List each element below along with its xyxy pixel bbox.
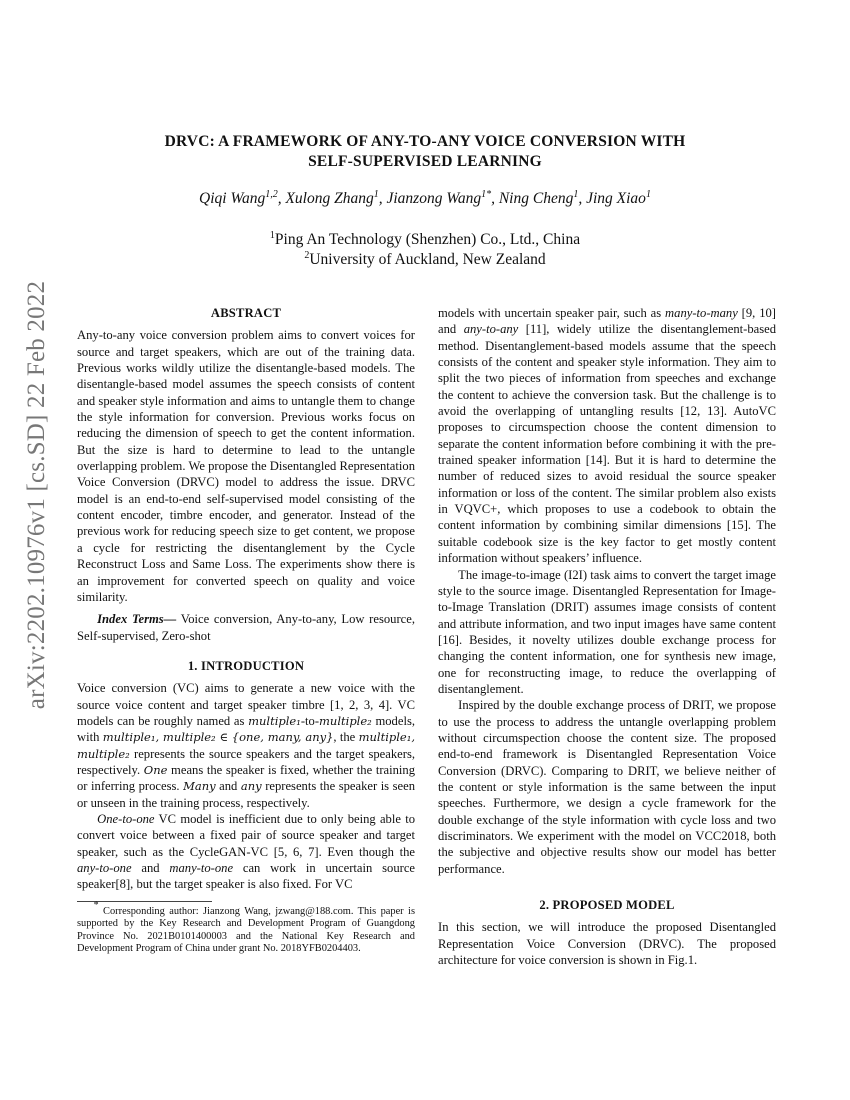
abstract-body: Any-to-any voice conversion problem aims to convert voices for source and target speakers, which are out of the training data. Previous works wildly utilize the disentangle-based models. The disentangle-based model assumes the speech consists of content and speaker style information and aims to untangle them to change the style information for conversion. Previous works focus on reducing the dimension of speech to get the content information. But the size is hard to determine to lead to the untangle overlapping problem. We propose the Disentangled Representation Voice Conversion (DRVC) model to address the issue. DRVC model is an end-to-end self-supervised model consisting of the content encoder, timbre encoder, and generator. Instead of the previous work for reducing speech size to get content, we propose a cycle for restricting the disentanglement by the Cycle Reconstruct Loss and Same Loss. The experiments show there is an improvement for converted speech on quality and voice similarity. (77, 328, 415, 604)
title-line-2: SELF-SUPERVISED LEARNING (308, 153, 542, 170)
right-paragraph-4: In this section, we will introduce the proposed Disentangled Representation Voice Conversion (DRVC). The proposed architecture for voice conversion is shown in Fig.1. (438, 920, 776, 968)
author: Jing Xiao$^1$ (586, 189, 651, 207)
author-list (60, 190, 790, 208)
left-column (77, 305, 415, 956)
author: Jianzong Wang$^{1*}$, (386, 189, 499, 207)
affiliation-1: $^1$Ping An Technology (Shenzhen) Co., Ltd., China (269, 230, 581, 248)
author: Qiqi Wang$^{1,2}$, (199, 189, 286, 207)
index-terms-label: Index Terms— (97, 612, 177, 627)
intro-paragraph-2: One-to-one VC model is inefficient due to only being able to convert voice between a fixed pair of source speaker and target speaker, such as the CycleGAN-VC [5, 6, 7]. Even though the any-to-one and many-to-one can work in uncertain source speaker[8], but the target speaker is also fixed. For VC (77, 811, 416, 892)
right-column (438, 305, 776, 968)
index-terms: Index Terms— Voice conversion, Any-to-any, Low resource, Self-supervised, Zero-shot (77, 612, 415, 643)
affiliation-2: $^2$University of Auckland, New Zealand (304, 250, 546, 268)
author: Ning Cheng$^1$, (498, 189, 587, 207)
arxiv-identifier: arXiv:2202.10976v1 [cs.SD] 22 Feb 2022 (23, 280, 50, 710)
right-paragraph-1: models with uncertain speaker pair, such as many-to-many [9, 10] and any-to-any [11], widely utilize the disentanglement-based method. Disentanglement-based models assume that the speech consists of the content and speaker style information. They aim to split the two pieces of information from speeches and exchange the content to achieve the conversion task. But the challenge is to avoid the overlapping of untangling results [12, 13]. AutoVC proposes to circumspection choose the content dimension to separate the content information before combining it with the pre-trained speaker information [14]. But it is hard to determine the number of reduced sizes to avoid residual the source speaker information or loss of the content. The similar problem also exists in VQVC+, which proposes to use a codebook to obtain the content information by combining similar dimensions [15]. The suitable codebook size is the key factor to get mostly content information without speakers’ influence. (438, 306, 776, 566)
arxiv-sidebar-stamp (14, 280, 60, 710)
affiliations (60, 230, 790, 270)
intro-paragraph-1: Voice conversion (VC) aims to generate a new voice with the source voice content and target speaker timbre [1, 2, 3, 4]. VC models can be roughly named as multiple₁-to-multiple₂ models, with multiple₁, multiple₂ ∈ {one, many, any}, the multiple₁, multiple₂ represents the source speakers and the target speakers, respectively. One means the speaker is fixed, whether the training or inferring process. Many and any represents the speaker is seen or unseen in the training process, respectively. (77, 681, 416, 810)
paper-title (100, 132, 750, 172)
right-paragraph-2: The image-to-image (I2I) task aims to convert the target image style to the source image. Disentangled Representation for Image-to-Image Translation (DRIT) assumes image consists of content and attribute information, and two input images have same content [16]. Besides, it novelty utilizes double exchange process for changing the content information, one for synthesis new image, one for reconstructing image, to reduce the overlapping of disentanglement. (438, 567, 776, 696)
title-line-1: DRVC: A FRAMEWORK OF ANY-TO-ANY VOICE CONVERSION WITH (164, 133, 686, 150)
abstract-heading: ABSTRACT (210, 306, 282, 320)
section-2-heading: 2. PROPOSED MODEL (539, 898, 675, 913)
intro-heading: 1. INTRODUCTION (187, 658, 305, 673)
right-paragraph-3: Inspired by the double exchange process of DRIT, we propose to use the process to address the untangle overlapping problem without circumspection choose the content size. The proposed end-to-end framework is Disentangled Representation Voice Conversion (DRVC). Comparing to DRIT, we believe neither of the content or style information is the same between the input speeches. Furthermore, we design a cycle framework for the double exchange of the style information with cycle loss and two discriminators. We experiment with the model on VCC2018, both the subjective and objective results show our model has better performance. (438, 698, 776, 876)
footnote: * Corresponding author: Jianzong Wang, jzwang@188.com. This paper is supported by the Key Research and Development Program of Guangdong Province No. 2021B0101400003 and the National Key Research and Development Program of China under grant No. 2018YFB0204403. (77, 899, 415, 955)
author: Xulong Zhang$^1$, (285, 189, 387, 207)
